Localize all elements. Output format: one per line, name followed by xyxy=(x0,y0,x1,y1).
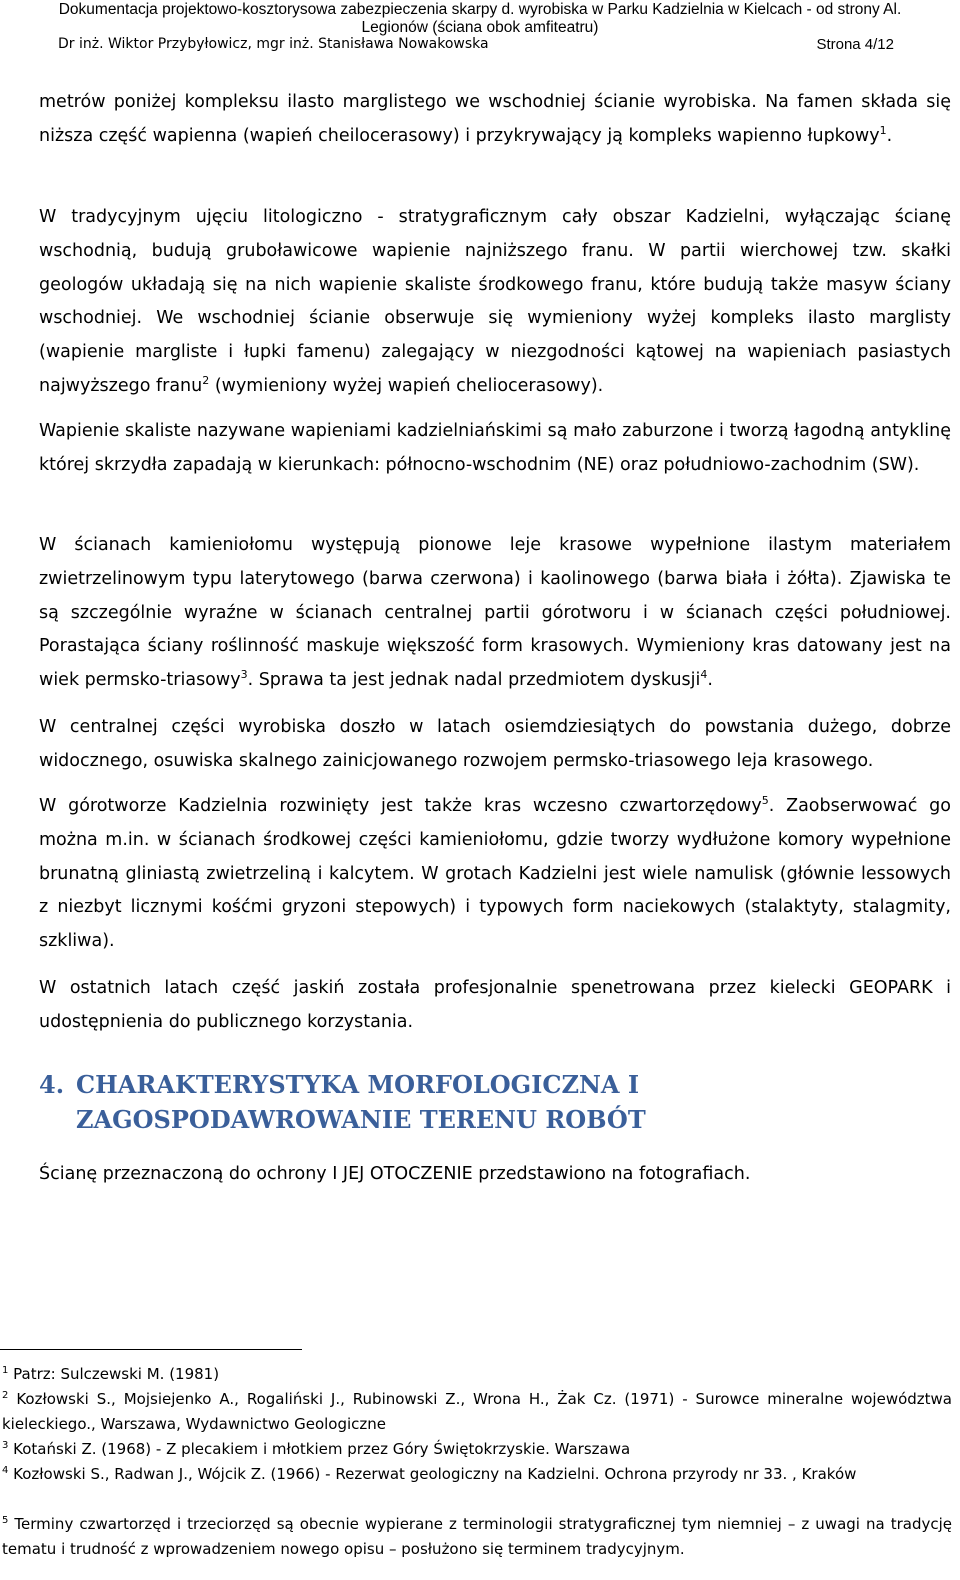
section-paragraph: Ścianę przeznaczoną do ochrony I JEJ OTOCZENIE przedstawiono na fotografiach. xyxy=(39,1164,751,1184)
authors: Dr inż. Wiktor Przybyłowicz, mgr inż. Stanisława Nowakowska xyxy=(58,36,489,52)
footnote-ref-4: 4 xyxy=(700,668,708,682)
footnote-ref-2: 2 xyxy=(202,374,210,388)
page-number: Strona 4/12 xyxy=(816,36,894,53)
paragraph-7: W ostatnich latach część jaskiń została profesjonalnie spenetrowana przez kielecki GEOPARK i udostępnienia do publicznego korzystania. xyxy=(39,978,951,1032)
document-title-line-2: Legionów (ściana obok amfiteatru) xyxy=(361,19,599,36)
footnote-2: $^2$ Kozłowski S., Mojsiejenko A., Rogaliński J., Rubinowski Z., Wrona H., Żak Cz. (1971) - Surowce mineralne województwa kieleckiego., Warszawa, Wydawnictwo Geologiczne xyxy=(2,1390,952,1433)
paragraph-5: W centralnej części wyrobiska doszło w latach osiemdziesiątych do powstania dużego, dobrze widocznego, osuwiska skalnego zainicjowanego rozwojem permsko-triasowego leja krasowego. xyxy=(39,717,951,771)
footnote-1: $^1$ Patrz: Sulczewski M. (1981) xyxy=(2,1365,220,1383)
footnote-ref-1: 1 xyxy=(879,123,887,137)
footnote-ref-3: 3 xyxy=(240,668,248,682)
footnote-ref-5: 5 xyxy=(761,794,769,808)
footnote-3: $^3$ Kotański Z. (1968) - Z plecakiem i młotkiem przez Góry Świętokrzyskie. Warszawa xyxy=(2,1440,631,1458)
paragraph-2: W tradycyjnym ujęciu litologiczno - stratygraficznym cały obszar Kadzielni, wyłączając ścianę wschodnią, budują gruboławicowe wapienie najniższego franu. W partii wierchowej tzw. skałki geologów układają się na nich wapienie skaliste środkowego franu, które budują także masyw ściany wschodniej. We wschodniej ścianie obserwuje się wymieniony wyżej kompleks ilasto marglisty (wapienie margliste i łupki famenu) zalegający w niezgodności kątowej na wapieniach pasiastych najwyższego franu$^2$ (wymieniony wyżej wapień cheliocerasowy). xyxy=(39,207,951,396)
paragraph-1: metrów poniżej kompleksu ilasto marglistego we wschodniej ścianie wyrobiska. Na famen składa się niższa część wapienna (wapień cheilocerasowy) i przykrywający ją kompleks wapienno łupkowy$^1$. xyxy=(39,92,951,146)
paragraph-3: Wapienie skaliste nazywane wapieniami kadzielniańskimi są mało zaburzone i tworzą łagodną antyklinę której skrzydła zapadają w kierunkach: północno-wschodnim (NE) oraz południowo-zachodnim (SW). xyxy=(39,421,951,475)
section-number: 4. xyxy=(39,1070,65,1099)
footnote-separator xyxy=(0,1349,302,1350)
paragraph-4: W ścianach kamieniołomu występują pionowe leje krasowe wypełnione ilastym materiałem zwietrzelinowym typu laterytowego (barwa czerwona) i kaolinowego (barwa biała i żółta). Zjawiska te są szczególnie wyraźne w ścianach centralnej partii górotworu i w ścianach części południowej. Porastająca ściany roślinność maskuje większość form krasowych. Wymieniony kras datowany jest na wiek permsko-triasowy$^3$. Sprawa ta jest jednak nadal przedmiotem dyskusji$^4$. xyxy=(39,535,951,691)
footnote-4: $^4$ Kozłowski S., Radwan J., Wójcik Z. (1966) - Rezerwat geologiczny na Kadzielni. Ochrona przyrody nr 33. , Kraków xyxy=(2,1465,857,1483)
footnote-5: $^5$ Terminy czwartorzęd i trzeciorzęd są obecnie wypierane z terminologii stratygraficznej tym niemniej – z uwagi na tradycję tematu i trudność z wprowadzeniem nowego opisu – posłużono się terminem tradycyjnym. xyxy=(2,1515,952,1558)
document-title-line-1: Dokumentacja projektowo-kosztorysowa zabezpieczenia skarpy d. wyrobiska w Parku Kadzielnia w Kielcach - od strony Al. xyxy=(58,1,902,18)
paragraph-6: W górotworze Kadzielnia rozwinięty jest także kras wczesno czwartorzędowy$^5$. Zaobserwować go można m.in. w ścianach środkowej części kamieniołomu, gdzie tworzy wydłużone komory wypełnione brunatną gliniastą zwietrzeliną i kalcytem. W grotach Kadzielni jest wiele namulisk (głównie lessowych z niezbyt licznymi kośćmi gryzoni stepowych) i typowych form naciekowych (stalaktyty, stalagmity, szkliwa). xyxy=(39,794,951,952)
header-meta xyxy=(0,36,960,56)
section-title: CHARAKTERYSTYKA MORFOLOGICZNA I ZAGOSPODAWROWANIE TERENU ROBÓT xyxy=(76,1070,646,1134)
